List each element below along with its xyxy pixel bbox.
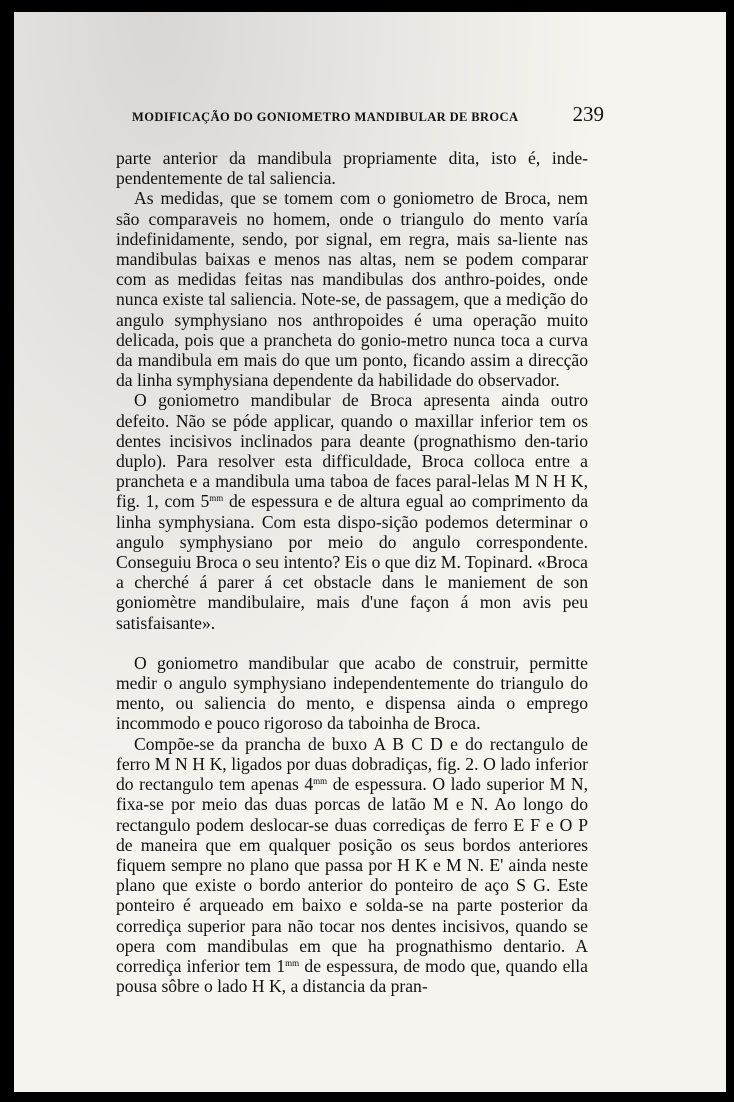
paragraph-4: O goniometro mandibular que acabo de construir, permitte medir o angulo symphysiano independentemente do triangulo do mento, ou saliencia do mento, e dispensa ainda o emprego incommodo e pouco rigoroso da taboinha de Broca.	[116, 652, 588, 734]
paragraph-3-part-2: de espessura e de altura egual ao comprimento da linha symphysiana. Com esta dispo-sição podemos determinar o angulo symphysiano por meio do angulo correspondente. Conseguiu Broca o seu intento? Eis o que diz M. Topinard. «Broca a cherché á parer á cet obstacle dans le maniement de son goniomètre mandibulaire, mais d'une façon á mon avis peu satisfaisante».	[116, 491, 588, 633]
paragraph-5-part-1: Compõe-se da prancha de buxo A B C D e do rectangulo de ferro M N H K, ligados por duas dobradiças, fig. 2. O lado inferior do rectangulo tem apenas 4	[116, 733, 588, 795]
running-header	[132, 102, 604, 126]
unit-mm-superscript: mm	[209, 493, 224, 504]
paragraph-5	[116, 734, 588, 997]
paragraph-1: parte anterior da mandibula propriamente dita, isto é, inde-pendentemente de tal saliencia.	[116, 148, 588, 189]
paragraph-3-part-1: O goniometro mandibular de Broca apresenta ainda outro defeito. Não se póde applicar, quando o maxillar inferior tem os dentes incisivos inclinados para deante (prognathismo den-tario duplo). Para resolver esta difficuldade, Broca colloca entre a prancheta e a mandibula uma taboa de faces paral-lelas M N H K, fig. 1, com 5	[116, 390, 588, 512]
running-title: MODIFICAÇÃO DO GONIOMETRO MANDIBULAR DE BROCA	[132, 110, 519, 124]
page-number: 239	[572, 102, 604, 126]
unit-mm-superscript: mm	[285, 957, 300, 968]
body-text	[116, 148, 588, 996]
document-page	[14, 12, 726, 1092]
paragraph-5-part-3: de espessura, de modo que, quando ella pousa sôbre o lado H K, a distancia da pran-	[116, 955, 588, 997]
unit-mm-superscript: mm	[313, 776, 328, 787]
paragraph-3	[116, 390, 588, 632]
paragraph-2: As medidas, que se tomem com o goniometro de Broca, nem são comparaveis no homem, onde o triangulo do mento varía indefinidamente, sendo, por signal, em regra, mais sa-liente nas mandibulas baixas e menos nas altas, nem se podem comparar com as medidas feitas nas mandibulas dos anthro-poides, onde nunca existe tal saliencia. Note-se, de passagem, que a medição do angulo symphysiano nos anthropoides é uma operação muito delicada, pois que a prancheta do gonio-metro nunca toca a curva da mandibula em mais do que um ponto, ficando assim a direcção da linha symphysiana dependente da habilidade do observador.	[116, 188, 588, 391]
paragraph-5-part-2: de espessura. O lado superior M N, fixa-se por meio das duas porcas de latão M e N. Ao longo do rectangulo podem deslocar-se duas corrediças de ferro E F e O P de maneira que em qualquer posição os seus bordos anteriores fiquem sempre no plano que passa por H K e M N. E' ainda neste plano que existe o bordo anterior do ponteiro de aço S G. Este ponteiro é arqueado em baixo e solda-se na parte posterior da corrediça superior para não tocar nos dentes incisivos, quando se opera com mandibulas em que ha prognathismo dentario. A corrediça inferior tem 1	[116, 774, 588, 976]
